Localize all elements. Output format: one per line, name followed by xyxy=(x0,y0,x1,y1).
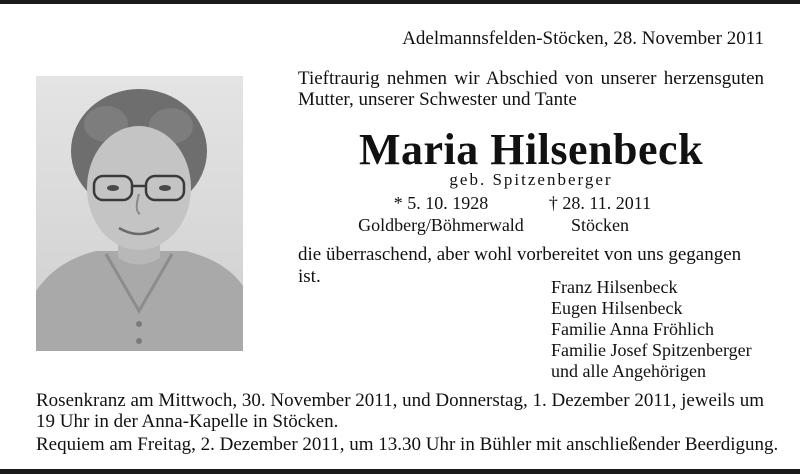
mourner-item: Franz Hilsenbeck xyxy=(551,277,678,297)
top-border-rule xyxy=(0,0,800,4)
bottom-border-rule xyxy=(0,469,800,474)
mourner-item: Eugen Hilsenbeck xyxy=(551,298,683,318)
portrait-illustration xyxy=(36,76,243,351)
birth-date: * 5. 10. 1928 xyxy=(393,193,489,213)
death-place: Stöcken xyxy=(571,215,629,235)
requiem-service-text: Requiem am Freitag, 2. Dezember 2011, um 13.30 Uhr in Bühler mit anschließender Beerdigung. xyxy=(36,434,779,455)
death-date: † 28. 11. 2011 xyxy=(548,193,652,213)
birth-info xyxy=(356,192,526,236)
rosary-service-text: Rosenkranz am Mittwoch, 30. November 2011, und Donnerstag, 1. Dezember 2011, jeweils um 19 Uhr in der Anna-Kapelle in Stöcken. xyxy=(36,390,764,432)
intro-text: Tieftraurig nehmen wir Abschied von unserer herzensguten Mutter, unserer Schwester und Tante xyxy=(298,68,764,110)
place-date-line: Adelmannsfelden-Stöcken, 28. November 2011 xyxy=(402,28,764,49)
deceased-name: Maria Hilsenbeck xyxy=(358,125,704,174)
mourner-item: und alle Angehörigen xyxy=(551,361,706,381)
mourners-list xyxy=(551,277,752,382)
portrait-photo xyxy=(36,76,243,351)
mourner-item: Familie Josef Spitzenberger xyxy=(551,340,752,360)
birth-name: geb. Spitzenberger xyxy=(449,170,613,189)
death-info xyxy=(530,192,670,236)
mourner-item: Familie Anna Fröhlich xyxy=(551,319,714,339)
birth-place: Goldberg/Böhmerwald xyxy=(358,215,524,235)
passed-away-text: die überraschend, aber wohl vorbereitet von uns gegangen ist. xyxy=(298,244,742,287)
